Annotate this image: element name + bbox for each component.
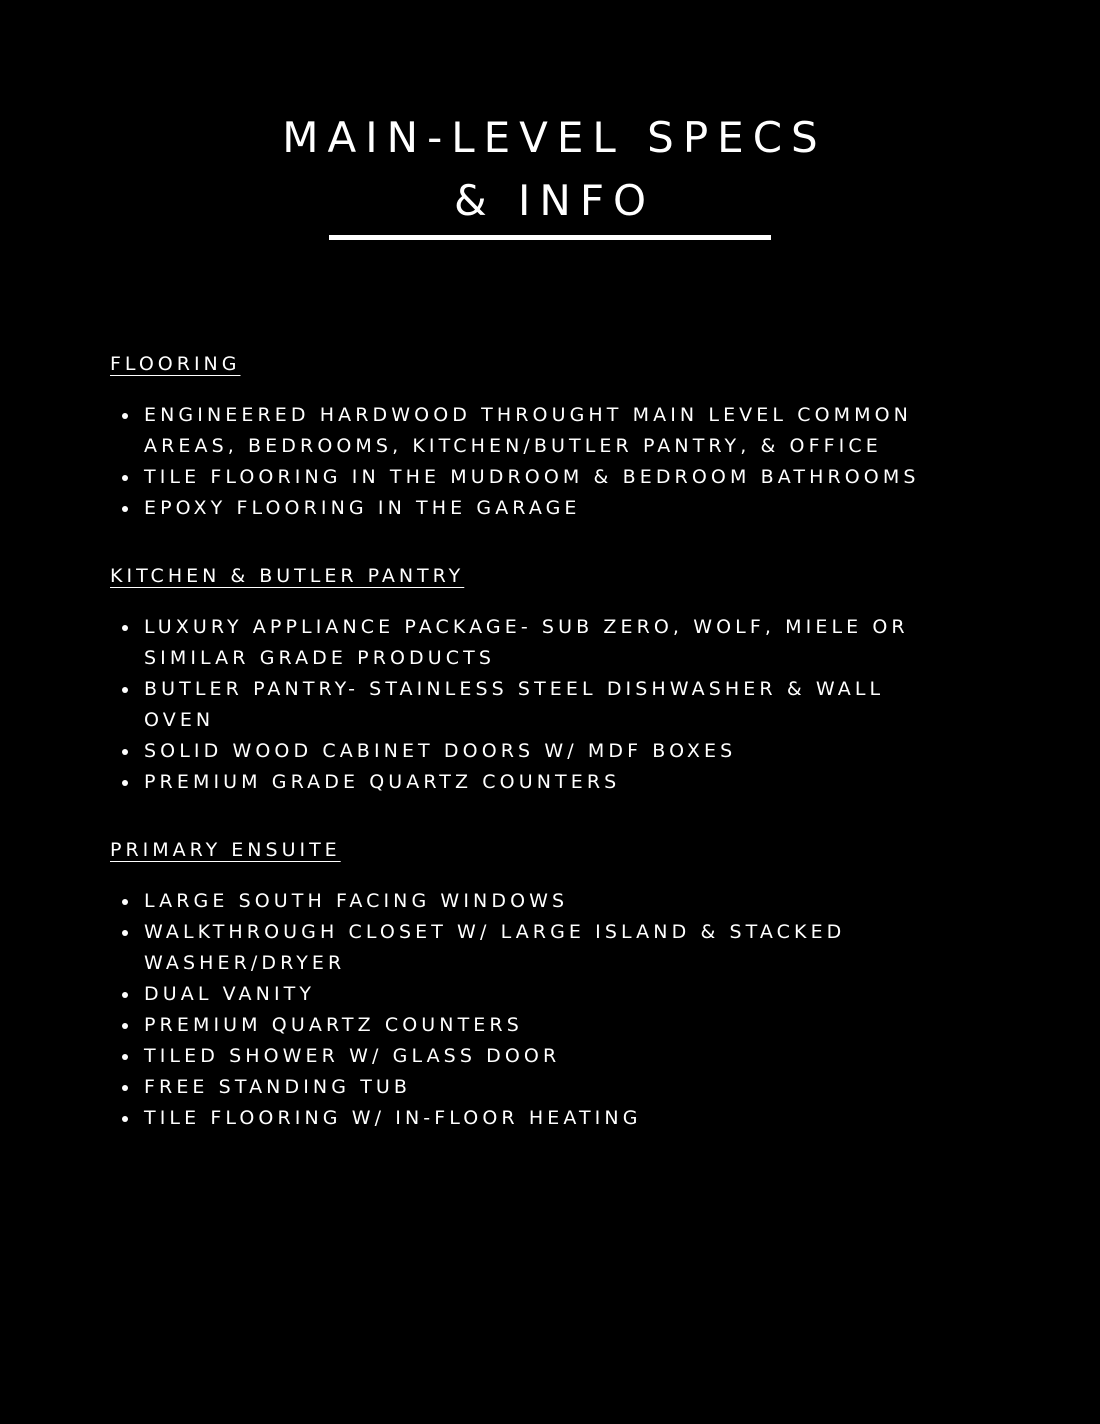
- list-item-line: FREE STANDING TUB: [144, 1076, 412, 1098]
- bullet-icon: [122, 625, 128, 631]
- bullet-icon: [122, 930, 128, 936]
- list-item-line: BUTLER PANTRY- STAINLESS STEEL DISHWASHER & WALL: [144, 678, 885, 700]
- list-item-line: OVEN: [144, 709, 215, 731]
- list-item-line: AREAS, BEDROOMS, KITCHEN/BUTLER PANTRY, & OFFICE: [144, 435, 882, 457]
- list-item: [110, 979, 990, 1010]
- list-item: [110, 462, 990, 493]
- bullet-icon: [122, 1054, 128, 1060]
- bullet-icon: [122, 780, 128, 786]
- list-item-line: LUXURY APPLIANCE PACKAGE- SUB ZERO, WOLF, MIELE OR: [144, 616, 909, 638]
- section-heading-flooring: FLOORING: [110, 353, 241, 375]
- list-item-line: WALKTHROUGH CLOSET W/ LARGE ISLAND & STACKED: [144, 921, 846, 943]
- flooring-list: [110, 400, 990, 524]
- bullet-icon: [122, 749, 128, 755]
- page-title: [0, 106, 1100, 232]
- list-item: [110, 917, 990, 979]
- list-item-line: ENGINEERED HARDWOOD THROUGHT MAIN LEVEL COMMON: [144, 404, 912, 426]
- list-item-line: PREMIUM QUARTZ COUNTERS: [144, 1014, 523, 1036]
- list-item: [110, 1010, 990, 1041]
- bullet-icon: [122, 506, 128, 512]
- bullet-icon: [122, 992, 128, 998]
- ensuite-list: [110, 886, 990, 1134]
- list-item-line: EPOXY FLOORING IN THE GARAGE: [144, 497, 581, 519]
- list-item: [110, 767, 990, 798]
- list-item-line: DUAL VANITY: [144, 983, 316, 1005]
- list-item: [110, 886, 990, 917]
- bullet-icon: [122, 1023, 128, 1029]
- page-title-line-1: MAIN-LEVEL SPECS: [282, 113, 827, 162]
- kitchen-list: [110, 612, 990, 798]
- title-underline-rule: [329, 235, 771, 240]
- section-flooring: [110, 350, 990, 524]
- list-item: [110, 1041, 990, 1072]
- list-item: [110, 493, 990, 524]
- list-item: [110, 1103, 990, 1134]
- list-item: [110, 674, 990, 736]
- list-item-line: WASHER/DRYER: [144, 952, 346, 974]
- list-item-line: PREMIUM GRADE QUARTZ COUNTERS: [144, 771, 621, 793]
- page-title-line-2: & INFO: [453, 176, 656, 225]
- section-heading-kitchen: KITCHEN & BUTLER PANTRY: [110, 565, 465, 587]
- section-primary-ensuite: [110, 836, 990, 1134]
- spec-content: [110, 350, 990, 1172]
- list-item-line: TILED SHOWER W/ GLASS DOOR: [144, 1045, 561, 1067]
- bullet-icon: [122, 1116, 128, 1122]
- list-item: [110, 736, 990, 767]
- list-item: [110, 612, 990, 674]
- list-item: [110, 400, 990, 462]
- section-kitchen-butler-pantry: [110, 562, 990, 798]
- list-item-line: SIMILAR GRADE PRODUCTS: [144, 647, 496, 669]
- bullet-icon: [122, 687, 128, 693]
- list-item-line: TILE FLOORING W/ IN-FLOOR HEATING: [144, 1107, 642, 1129]
- section-heading-ensuite: PRIMARY ENSUITE: [110, 839, 341, 861]
- list-item: [110, 1072, 990, 1103]
- bullet-icon: [122, 475, 128, 481]
- list-item-line: TILE FLOORING IN THE MUDROOM & BEDROOM BATHROOMS: [144, 466, 920, 488]
- list-item-line: LARGE SOUTH FACING WINDOWS: [144, 890, 569, 912]
- list-item-line: SOLID WOOD CABINET DOORS W/ MDF BOXES: [144, 740, 737, 762]
- bullet-icon: [122, 899, 128, 905]
- bullet-icon: [122, 413, 128, 419]
- bullet-icon: [122, 1085, 128, 1091]
